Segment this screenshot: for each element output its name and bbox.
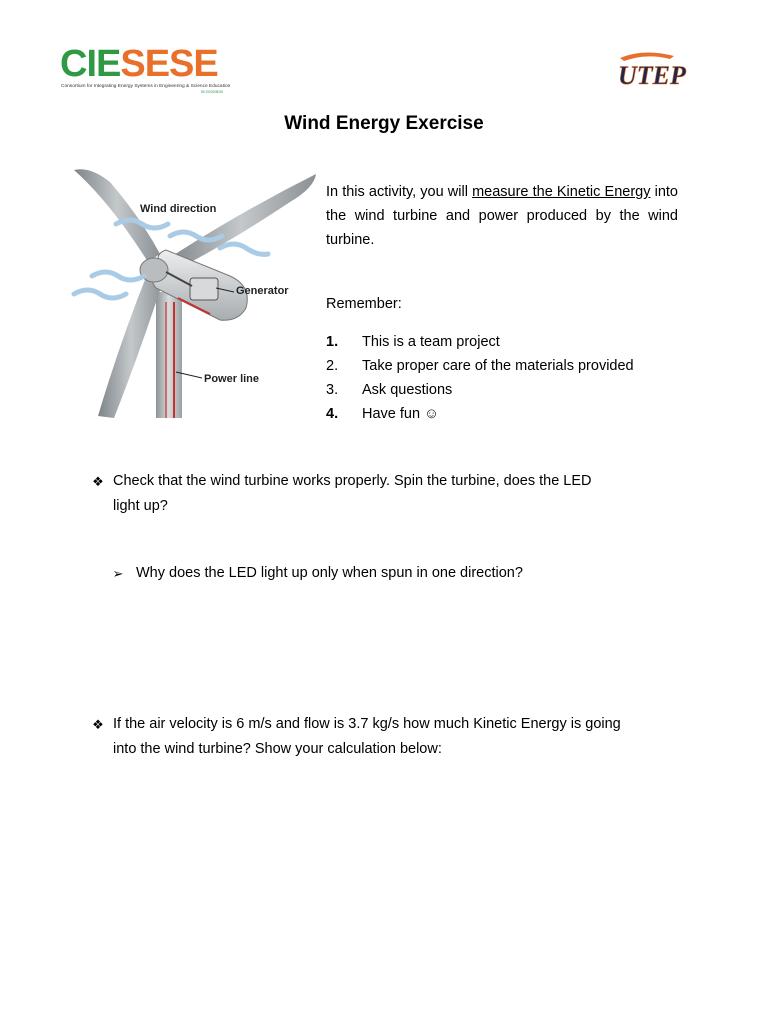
utep-logo-text: UTEP [618, 61, 686, 90]
blade-bottom [98, 272, 164, 418]
question-1a: ➢ Why does the LED light up only when spun in one direction? [110, 561, 630, 587]
intro-underlined-text: measure the Kinetic Energy [472, 184, 651, 200]
label-power-line: Power line [204, 373, 260, 385]
ciesese-logo-subtagline: DE-EE0008025 [200, 90, 223, 94]
diamond-bullet-icon: ❖ [92, 474, 104, 489]
label-generator: Generator [236, 285, 289, 297]
question-2: ❖ If the air velocity is 6 m/s and flow is 3.7 kg/s how much Kinetic Energy is going into the wind turbine? Show your calculation below: [90, 712, 710, 764]
remember-heading: Remember: [326, 296, 402, 312]
ciesese-logo-wordmark: CIESESE [60, 43, 218, 85]
wind-turbine-diagram [70, 162, 320, 418]
question-1: ❖ Check that the wind turbine works properly. Spin the turbine, does the LED light up? [90, 469, 690, 521]
diamond-bullet-icon: ❖ [92, 717, 104, 732]
arrow-bullet-icon: ➢ [112, 566, 124, 581]
ciesese-logo-tagline: Consortium for Integrating Energy Systems in Engineering & Science Education [61, 84, 231, 89]
tower [156, 292, 182, 418]
generator-box [190, 278, 218, 300]
blade-top-left [74, 169, 160, 262]
blade-top-right [166, 174, 316, 270]
ciesese-logo [60, 43, 231, 96]
utep-logo [614, 50, 686, 94]
page-title: Wind Energy Exercise [284, 113, 484, 134]
intro-paragraph: In this activity, you will measure the Kinetic Energy into the wind turbine and power produced by the wind turbine. [326, 184, 678, 248]
label-wind-direction: Wind direction [140, 203, 217, 215]
